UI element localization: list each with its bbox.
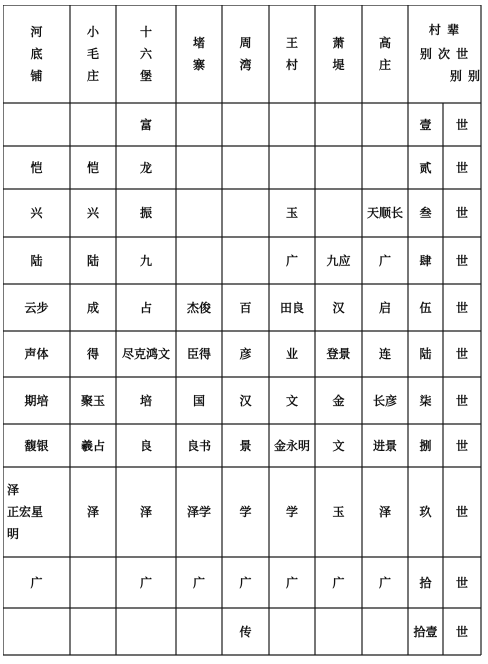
table-cell	[176, 146, 222, 189]
table-cell: 馥银	[24, 438, 49, 453]
table-cell	[176, 608, 222, 655]
table-cell	[222, 237, 269, 284]
generation-label: 世	[455, 438, 468, 453]
table-cell	[176, 237, 222, 284]
table-cell: 泽学	[186, 505, 211, 519]
table-cell: 金永明	[273, 438, 310, 453]
table-cell: 文	[332, 438, 345, 453]
table-cell	[362, 608, 408, 655]
table-cell: 聚玉	[80, 393, 105, 408]
table-cell: 长彦	[372, 393, 397, 408]
table-cell: 启	[378, 300, 391, 315]
table-cell: 成	[86, 300, 99, 315]
table-cell: 彦	[239, 347, 252, 361]
table-cell	[3, 103, 70, 146]
table-cell: 登景	[326, 347, 351, 361]
table-cell: 兴	[30, 206, 43, 220]
table-cell	[362, 103, 408, 146]
table-cell	[222, 189, 269, 237]
table-cell: 龙	[139, 160, 152, 175]
table-cell: 泽	[378, 505, 391, 519]
corner-header-middle: 别 次 世	[419, 47, 470, 61]
table-cell: 恺	[30, 160, 43, 175]
table-cell: 泽 正宏星 明	[7, 483, 44, 541]
table-cell: 百	[239, 300, 252, 315]
table-cell: 汉	[239, 393, 252, 408]
table-cell: 羲占	[80, 438, 105, 453]
table-cell: 云步	[24, 300, 49, 315]
table-cell	[116, 608, 176, 655]
table-cell: 连	[378, 347, 391, 361]
generation-order: 伍	[419, 300, 432, 315]
table-cell	[315, 608, 362, 655]
table-cell: 国	[192, 393, 205, 408]
table-cell	[362, 146, 408, 189]
village-header: 周 湾	[239, 36, 252, 72]
table-cell	[315, 146, 362, 189]
table-cell	[70, 557, 116, 608]
table-cell: 田良	[279, 300, 304, 315]
table-cell: 传	[239, 624, 252, 639]
table-cell: 玉	[285, 206, 298, 220]
table-cell: 广	[30, 575, 43, 590]
table-cell: 文	[285, 393, 298, 408]
table-cell: 业	[285, 347, 298, 361]
generation-label: 世	[455, 253, 468, 268]
table-cell: 九应	[326, 253, 351, 268]
village-header: 萧 堤	[332, 36, 345, 72]
table-cell: 广	[192, 575, 205, 590]
table-cell: 得	[86, 347, 99, 361]
generation-order: 贰	[419, 160, 432, 175]
generation-label: 世	[455, 575, 468, 590]
table-cell	[3, 608, 70, 655]
table-cell	[176, 189, 222, 237]
village-header: 高 庄	[378, 36, 391, 72]
table-cell: 汉	[332, 300, 345, 315]
generation-label: 世	[455, 624, 468, 639]
village-header: 河 底 铺	[30, 25, 43, 83]
table-cell: 九	[139, 253, 152, 268]
generation-order: 肆	[419, 253, 432, 268]
table-cell: 广	[285, 575, 298, 590]
generation-order: 拾壹	[413, 624, 438, 639]
generation-order: 壹	[419, 117, 432, 132]
table-cell: 广	[378, 575, 391, 590]
table-cell: 兴	[86, 206, 99, 220]
generation-order: 陆	[419, 347, 432, 361]
corner-header-top: 村 辈	[428, 23, 461, 37]
table-cell: 良书	[186, 438, 211, 453]
table-cell: 景	[239, 438, 252, 453]
table-cell: 臣得	[186, 347, 211, 361]
table-cell: 富	[139, 117, 152, 132]
table-cell: 陆	[86, 253, 99, 268]
table-cell: 期培	[24, 393, 49, 408]
generation-label: 世	[455, 300, 468, 315]
village-header: 堵 寨	[192, 36, 205, 72]
generation-order: 拾	[419, 575, 432, 590]
table-cell: 占	[139, 300, 152, 315]
table-cell: 振	[139, 206, 152, 220]
generation-label: 世	[455, 206, 468, 220]
table-cell: 广	[285, 253, 298, 268]
table-cell: 广	[378, 253, 391, 268]
generation-label: 世	[455, 393, 468, 408]
village-header: 小 毛 庄	[86, 25, 99, 83]
generation-order: 叁	[419, 206, 432, 220]
table-cell: 良	[139, 438, 152, 453]
table-cell: 广	[332, 575, 345, 590]
table-cell: 玉	[332, 505, 345, 519]
generation-order: 捌	[419, 438, 432, 453]
generation-order: 玖	[419, 505, 432, 519]
table-cell: 广	[239, 575, 252, 590]
table-cell	[70, 103, 116, 146]
generation-label: 世	[455, 117, 468, 132]
table-cell: 学	[239, 505, 252, 519]
table-cell: 陆	[30, 253, 43, 268]
table-cell	[222, 146, 269, 189]
table-cell: 泽	[86, 505, 99, 519]
generation-label: 世	[455, 505, 468, 519]
table-cell: 杰俊	[186, 300, 211, 315]
table-cell	[315, 189, 362, 237]
table-cell: 尽克鸿文	[121, 347, 170, 361]
table-cell	[269, 103, 315, 146]
table-cell	[176, 103, 222, 146]
corner-header-bottom: 别 别	[449, 69, 481, 83]
table-cell: 天顺长	[366, 206, 403, 220]
table-cell	[222, 103, 269, 146]
generation-order: 柒	[419, 393, 432, 408]
village-header: 十 六 堡	[139, 25, 152, 83]
generation-label: 世	[455, 160, 468, 175]
table-cell: 学	[285, 505, 298, 519]
table-cell: 声体	[24, 347, 49, 361]
table-cell: 进景	[372, 438, 397, 453]
table-cell: 培	[139, 393, 152, 408]
table-cell: 恺	[86, 160, 99, 175]
table-cell: 泽	[139, 505, 152, 519]
generation-label: 世	[455, 347, 468, 361]
table-cell	[70, 608, 116, 655]
table-cell: 广	[139, 575, 152, 590]
table-cell	[315, 103, 362, 146]
table-cell	[269, 146, 315, 189]
village-header: 王 村	[285, 36, 298, 72]
table-cell	[269, 608, 315, 655]
table-cell: 金	[332, 393, 345, 408]
